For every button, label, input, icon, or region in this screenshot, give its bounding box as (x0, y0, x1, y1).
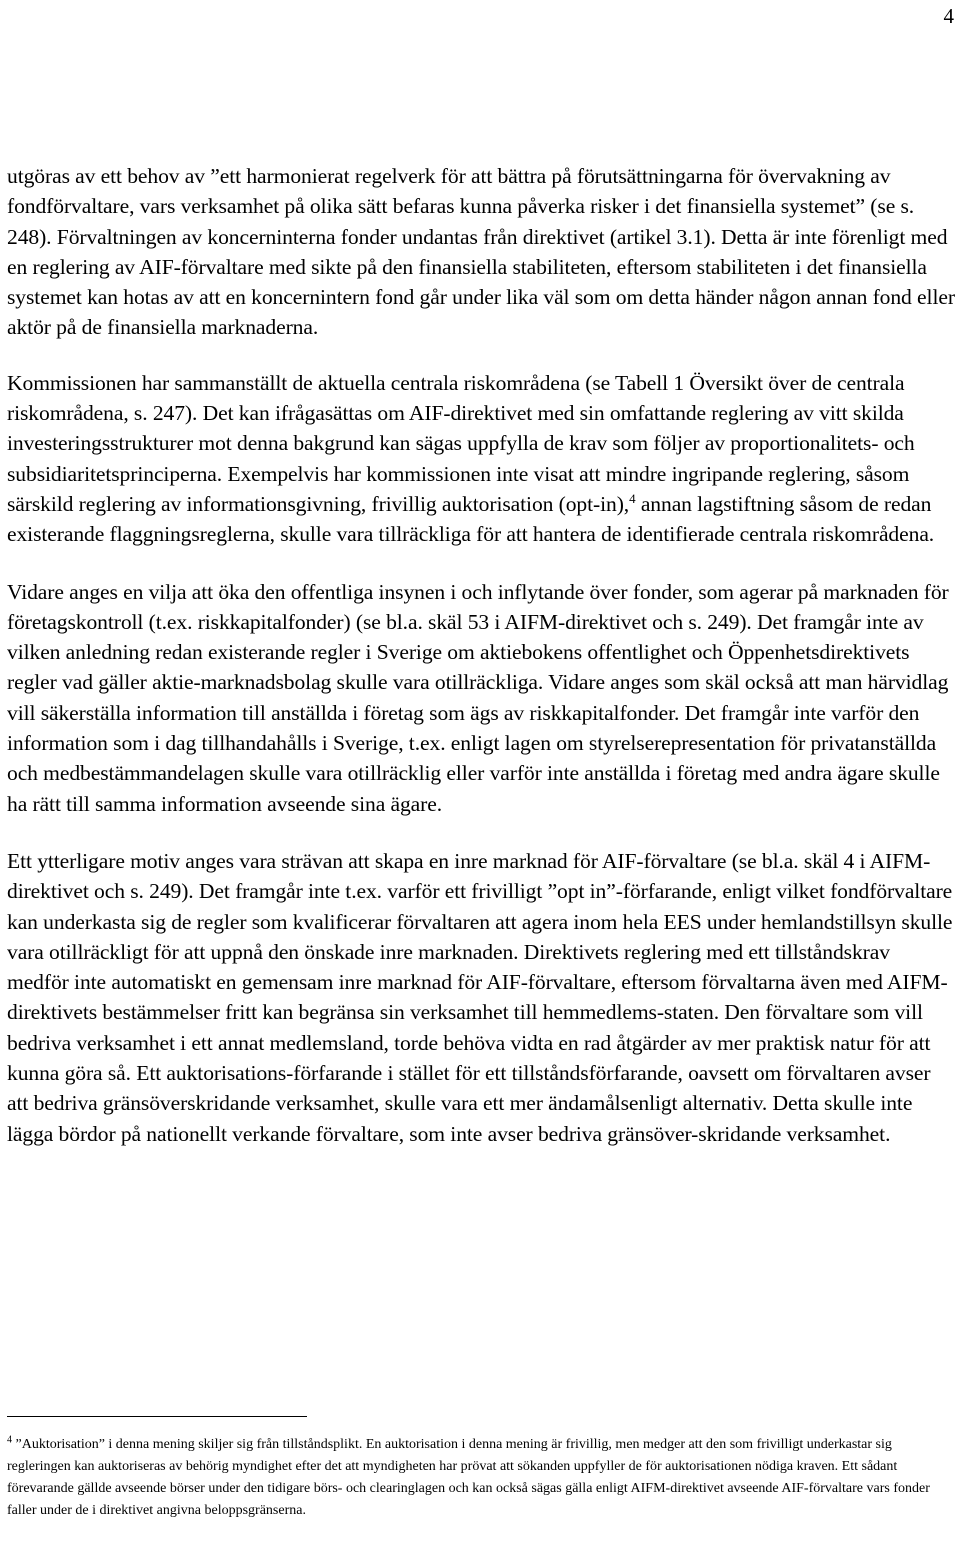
paragraph-2 (7, 368, 955, 550)
paragraph-3: Vidare anges en vilja att öka den offentliga insynen i och inflytande över fonder, som agerar på marknaden för företagskontroll (t.ex. riskkapitalfonder) (se bl.a. skäl 53 i AIFM-direktivet och s. 249). Det framgår inte av vilken anledning redan existerande regler i Sverige om aktiebokens offentlighet och Öppenhetsdirektivets regler vad gäller aktie-marknadsbolag skulle vara otillräckliga. Vidare anges som skäl också att man härvidlag vill säkerställa information till anställda i företag som ägs av riskkapitalfonder. Det framgår inte varför den information som i dag tillhandahålls i Sverige, t.ex. enligt lagen om styrelserepresentation för privatanställda och medbestämmandelagen skulle vara otillräcklig eller varför inte anställda i företag med andra ägare skulle ha rätt till samma information avseende sina ägare. (7, 579, 949, 816)
footnote (7, 1434, 955, 1522)
footnote-text: ”Auktorisation” i denna mening skiljer sig från tillståndsplikt. En auktorisation i denna mening är frivillig, men medger att den som frivilligt underkastar sig regleringen kan auktoriseras av behörig myndighet efter det att myndigheten har prövat att sökanden uppfyller de för auktorisationen nödiga kraven. Ett sådant förevarande gällde avseende börser under den tidigare börs- och clearinglagen och kan också sägas gälla enligt AIFM-direktivet avseende AIF-förvaltare vars fonder faller under de i direktivet angivna beloppsgränserna. (7, 1437, 930, 1518)
paragraph-4: Ett ytterligare motiv anges vara strävan att skapa en inre marknad för AIF-förvaltare (se bl.a. skäl 4 i AIFM-direktivet och s. 249). Det framgår inte t.ex. varför ett frivilligt ”opt in”-förfarande, enligt vilket fondförvaltare kan underkasta sig de regler som kvalificerar förvaltaren att agera inom hela EES under hemlandstillsyn skulle vara otillräckligt för att uppnå den önskade inre marknaden. Direktivets reglering med ett tillståndskrav medför inte automatiskt en gemensam inre marknad för AIF-förvaltare, eftersom förvaltarna även med AIFM-direktivets bestämmelser fritt kan begränsa sin verksamhet till hemmedlems-staten. Den förvaltare som vill bedriva verksamhet i ett annat medlemsland, torde behöva vidta en rad åtgärder av mer praktisk natur för att kunna göra så. Ett auktorisations-förfarande i stället för ett tillståndsförfarande, oavsett om förvaltaren avser att bedriva gränsöverskridande verksamhet, skulle vara ett mer ändamålsenligt alternativ. Detta skulle inte lägga bördor på nationellt verkande förvaltare, som inte avser bedriva gränsöver-skridande verksamhet. (7, 848, 953, 1146)
footnote-number: 4 (7, 1434, 12, 1446)
page-number: 4 (943, 4, 954, 28)
paragraph-2-text-after-ref: annan lagstiftning såsom de redan existerande flaggningsreglerna, skulle vara tillräckliga för att hantera de identifierade centrala riskområdena. (7, 491, 935, 547)
footnote-reference: 4 (629, 490, 636, 506)
footnote-separator (7, 1416, 307, 1417)
body-text (7, 161, 955, 1176)
paragraph-1: utgöras av ett behov av ”ett harmonierat regelverk för att bättra på förutsättningarna för övervakning av fondförvaltare, vars verksamhet på olika sätt befaras kunna påverka risker i det finansiella systemet” (se s. 248). Förvaltningen av koncerninterna fonder undantas från direktivet (artikel 3.1). Detta är inte förenligt med en reglering av AIF-förvaltare med sikte på den finansiella stabiliteten, eftersom stabiliteten i det finansiella systemet kan hotas av att en koncernintern fond går under lika väl som om detta händer någon annan fond eller aktör på de finansiella marknaderna. (7, 164, 955, 340)
paragraph-2-text-before-ref: Kommissionen har sammanställt de aktuella centrala riskområdena (se Tabell 1 Översikt över de centrala riskområdena, s. 247). Det kan ifrågasättas om AIF-direktivet med sin omfattande reglering av vitt skilda investeringsstrukturer mot denna bakgrund kan sägas uppfylla de krav som följer av proportionalitets- och subsidiaritetsprinciperna. Exempelvis har kommissionen inte visat att mindre ingripande reglering, såsom särskild reglering av informationsgivning, frivillig auktorisation (opt-in), (7, 370, 915, 516)
